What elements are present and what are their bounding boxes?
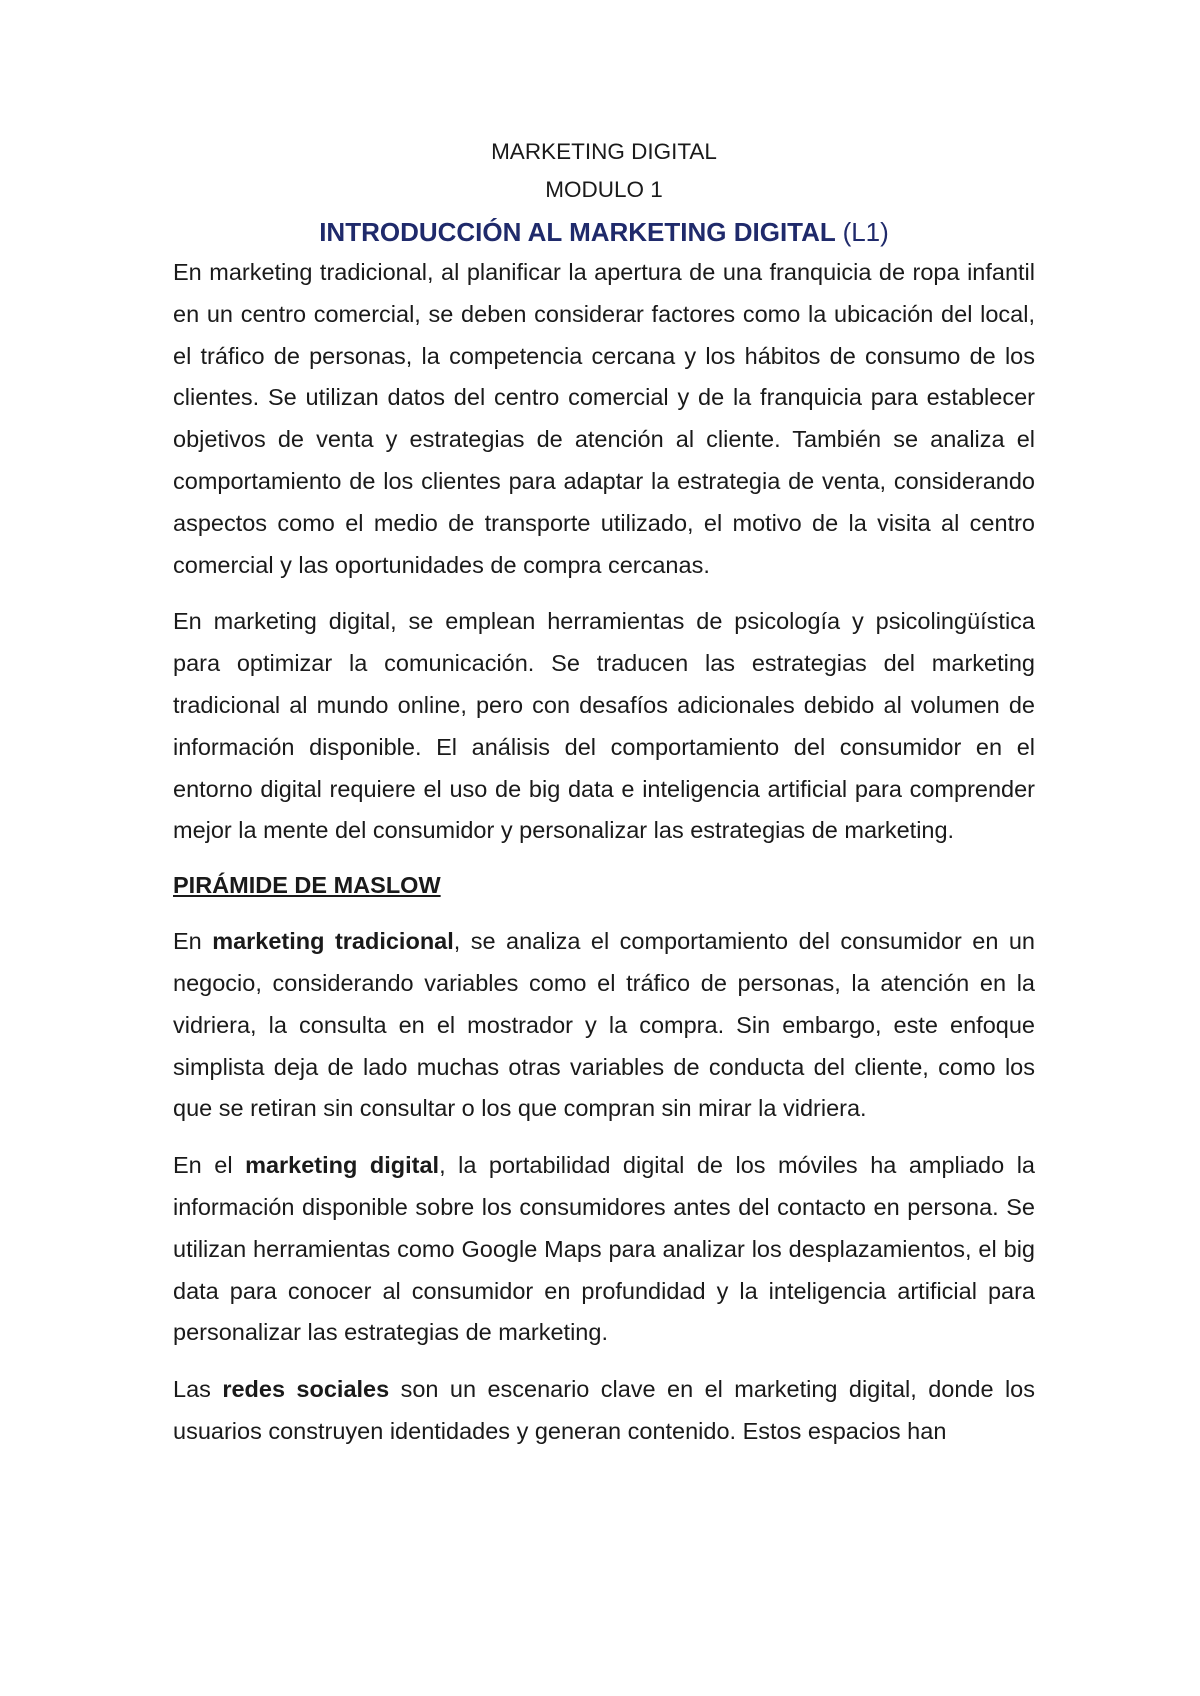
paragraph-text: Las: [173, 1376, 223, 1403]
document-page: [173, 136, 1035, 1468]
section-heading-maslow: PIRÁMIDE DE MASLOW: [173, 872, 441, 899]
paragraph-text: En: [173, 928, 213, 955]
lesson-heading: [173, 212, 1035, 252]
paragraph-text: , se analiza el comportamiento del consumidor en un negocio, considerando variables como el tráfico de personas, la atención en la vidriera, la consulta en el mostrador y la compra. Sin embargo, este enfoque simplista deja de lado muchas otras variables de conducta del cliente, como los que se retiran sin consultar o los que compran sin mirar la vidriera.: [173, 928, 1035, 1122]
paragraph-maslow-digital: [173, 1145, 1035, 1354]
bold-term: marketing digital: [245, 1152, 440, 1179]
paragraph-digital-marketing: En marketing digital, se emplean herramientas de psicología y psicolingüística para optimizar la comunicación. Se traducen las estrategias del marketing tradicional al mundo online, pero con desafíos adicionales debido al volumen de información disponible. El análisis del comportamiento del consumidor en el entorno digital requiere el uso de big data e inteligencia artificial para comprender mejor la mente del consumidor y personalizar las estrategias de marketing.: [173, 608, 1035, 844]
paragraph-text: , la portabilidad digital de los móviles ha ampliado la información disponible sobre los consumidores antes del contacto en persona. Se utilizan herramientas como Google Maps para analizar los desplazamientos, el big data para conocer al consumidor en profundidad y la inteligencia artificial para personalizar las estrategias de marketing.: [173, 1152, 1035, 1346]
module-label: MODULO 1: [545, 177, 663, 202]
lesson-heading-main: INTRODUCCIÓN AL MARKETING DIGITAL: [319, 217, 836, 247]
paragraph-social-networks: [173, 1369, 1035, 1453]
lesson-heading-tag: (L1): [842, 217, 889, 247]
bold-term: redes sociales: [222, 1376, 390, 1403]
paragraph-text: son un escenario clave en el marketing digital, donde los usuarios construyen identidades y generan contenido. Estos espacios han: [173, 1376, 1036, 1444]
paragraph-maslow-traditional: [173, 921, 1035, 1130]
paragraph-traditional-marketing: En marketing tradicional, al planificar la apertura de una franquicia de ropa infantil en un centro comercial, se deben considerar factores como la ubicación del local, el tráfico de personas, la competencia cercana y los hábitos de consumo de los clientes. Se utilizan datos del centro comercial y de la franquicia para establecer objetivos de venta y estrategias de atención al cliente. También se analiza el comportamiento de los clientes para adaptar la estrategia de venta, considerando aspectos como el medio de transporte utilizado, el motivo de la visita al centro comercial y las oportunidades de compra cercanas.: [173, 259, 1035, 578]
paragraph-text: En el: [173, 1152, 246, 1179]
bold-term: marketing tradicional: [212, 928, 454, 955]
document-title: MARKETING DIGITAL: [491, 139, 717, 164]
